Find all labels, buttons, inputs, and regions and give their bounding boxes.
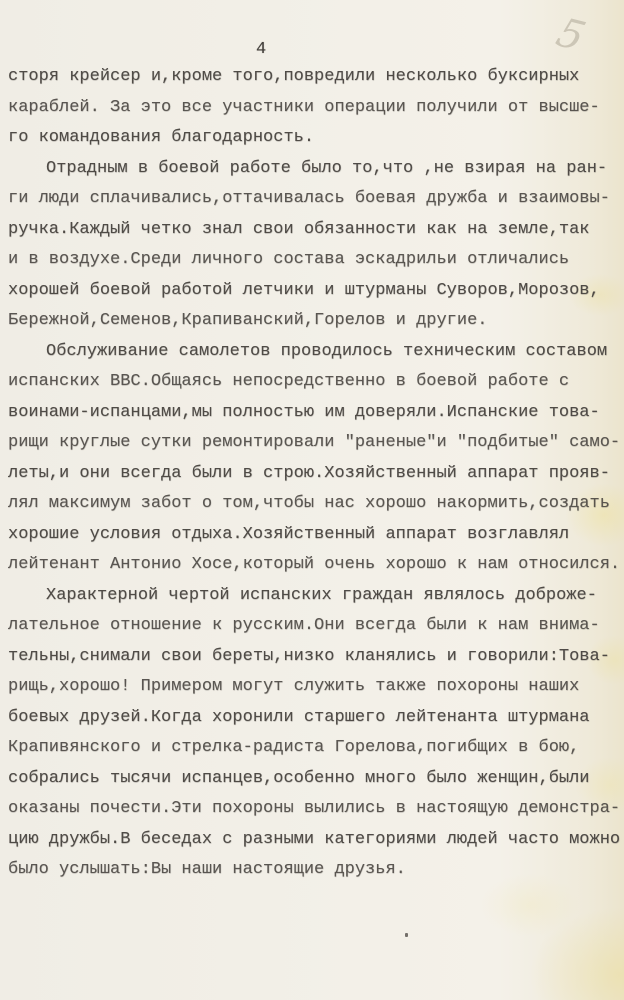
paragraph	[8, 337, 622, 581]
text-line: лательное отношение к русским.Они всегда были к нам внима-	[8, 616, 600, 635]
text-line: хорошие условия отдыха.Хозяйственный аппарат возглавлял	[8, 524, 570, 544]
text-line: Обслуживание самолетов проводилось техническим составом	[46, 341, 608, 361]
text-line: Бережной,Семенов,Крапиванский,Горелов и другие.	[8, 311, 488, 330]
text-line: леты,и они всегда были в строю.Хозяйственный аппарат прояв-	[8, 463, 610, 483]
text-line: воинами-испанцами,мы полностью им доверяли.Испанские това-	[8, 402, 600, 422]
text-line: сторя крейсер и,кроме того,повредили несколько буксирных	[8, 67, 580, 86]
page-number: 4	[256, 40, 267, 59]
text-line: испанских ВВС.Общаясь непосредственно в боевой работе с	[8, 372, 570, 391]
text-line: цию дружбы.В беседах с разными категориями людей часто можно	[8, 829, 621, 849]
text-line: рищь,хорошо! Примером могут служить также похороны наших	[8, 677, 580, 696]
text-line: Характерной чертой испанских граждан являлось доброже-	[46, 585, 597, 605]
text-line: лял максимум забот о том,чтобы нас хорошо накормить,создать	[8, 494, 610, 513]
text-line: было услышать:Вы наши настоящие друзья.	[8, 860, 406, 879]
text-line: лейтенант Антонио Хосе,который очень хорошо к нам относился.	[8, 555, 621, 574]
text-line: хорошей боевой работой летчики и штурманы Суворов,Морозов,	[8, 280, 600, 300]
paragraph	[8, 581, 622, 886]
text-line: ги люди сплачивались,оттачивалась боевая дружба и взаимовы-	[8, 189, 610, 208]
handwritten-pencil-mark: 5	[550, 10, 591, 60]
text-line: го командования благодарность.	[8, 128, 315, 147]
text-line: оказаны почести.Эти похороны вылились в настоящую демонстра-	[8, 799, 621, 818]
text-line: рищи круглые сутки ремонтировали "раненые"и "подбитые" само-	[8, 433, 621, 452]
text-line: караблей. За это все участники операции получили от высше-	[8, 97, 600, 117]
text-line: Отрадным в боевой работе было то,что ,не взирая на ран-	[46, 158, 608, 178]
text-line: тельны,снимали свои береты,низко кланялись и говорили:Това-	[8, 646, 610, 666]
text-line: ручка.Каждый четко знал свои обязанности как на земле,так	[8, 219, 590, 239]
paragraph	[8, 62, 622, 154]
text-line: собрались тысячи испанцев,особенно много было женщин,были	[8, 768, 590, 788]
text-line: Крапивянского и стрелка-радиста Горелова,погибщих в бою,	[8, 738, 580, 757]
paragraph	[8, 154, 622, 337]
paper-speck	[405, 933, 408, 937]
typewritten-text-block	[8, 62, 622, 886]
text-line: боевых друзей.Когда хоронили старшего лейтенанта штурмана	[8, 707, 590, 727]
text-line: и в воздухе.Среди личного состава эскадрильи отличались	[8, 250, 570, 269]
